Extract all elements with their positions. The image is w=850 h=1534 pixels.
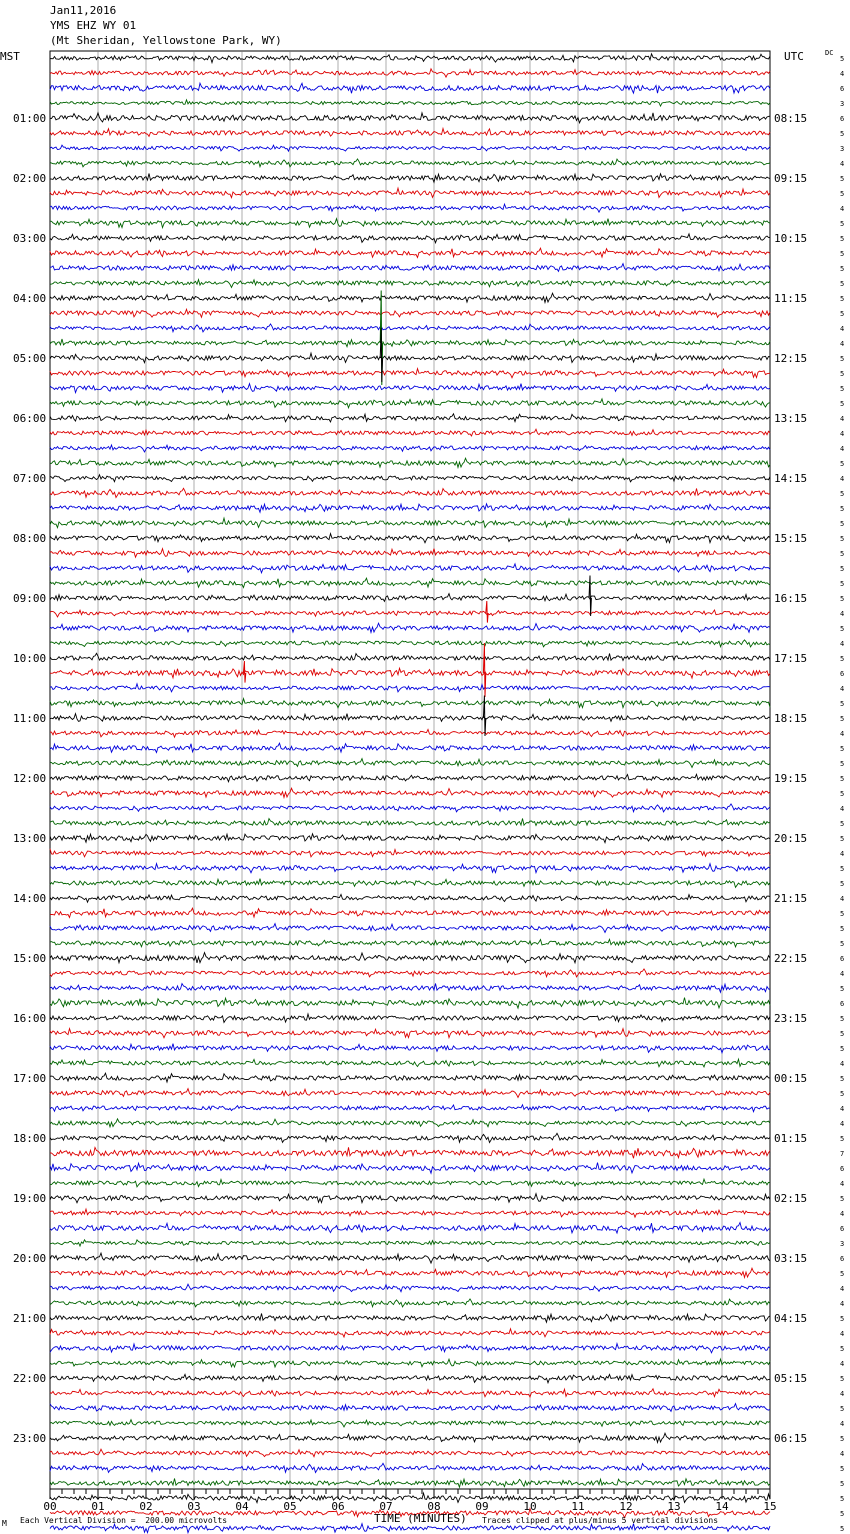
seismic-trace [50,324,770,332]
seismic-trace [50,668,770,678]
seismic-trace [50,1313,770,1322]
dc-offset-value: 4 [840,1300,845,1308]
seismic-trace [50,234,770,243]
dc-offset-value: 4 [840,1450,845,1458]
seismic-trace [50,804,770,812]
seismic-trace [50,908,770,917]
dc-offset-value: 4 [840,415,845,423]
record-date: Jan11,2016 [50,4,117,17]
x-tick-label: 10 [523,1500,537,1513]
right-hour-label: 15:15 [774,532,808,545]
x-axis-title: TIME (MINUTES) [374,1512,467,1525]
seismic-trace [50,1478,770,1487]
dc-offset-value: 5 [840,700,845,708]
dc-offset-value: 4 [840,1180,845,1188]
dc-offset-value: 5 [840,235,845,243]
right-hour-label: 13:15 [774,412,808,425]
seismic-trace [50,264,770,272]
dc-offset-value: 5 [840,745,845,753]
dc-offset-value: 5 [840,295,845,303]
dc-offset-value: 5 [840,1135,845,1143]
dc-offset-value: 6 [840,1255,845,1263]
right-hour-label: 10:15 [774,232,808,245]
dc-offset-value: 5 [840,760,845,768]
seismic-trace [50,640,770,647]
dc-offset-value: 5 [840,925,845,933]
dc-offset-value: 4 [840,1210,845,1218]
seismic-trace [50,564,770,573]
dc-label: DC [825,49,834,57]
dc-offset-value: 5 [840,1375,845,1383]
dc-offset-value: 5 [840,1075,845,1083]
seismic-trace [50,145,770,151]
dc-offset-value: 6 [840,85,845,93]
seismic-trace [50,684,770,692]
seismic-trace [50,1014,770,1022]
dc-offset-value: 5 [840,835,845,843]
seismic-trace [50,1119,770,1127]
x-tick-label: 15 [763,1500,777,1513]
seismic-trace [50,1105,770,1112]
dc-offset-value: 5 [840,1495,845,1503]
x-tick-label: 12 [619,1500,633,1513]
dc-offset-value: 5 [840,130,845,138]
seismic-trace [50,594,770,602]
seismic-event [486,601,488,623]
seismic-trace [50,1029,770,1038]
seismic-trace [50,69,770,77]
seismic-trace [50,518,770,527]
seismic-trace [50,1209,770,1217]
seismic-trace [50,339,770,347]
dc-offset-value: 4 [840,685,845,693]
dc-offset-value: 3 [840,100,845,108]
right-hour-label: 16:15 [774,592,808,605]
seismic-trace [50,1344,770,1353]
right-hour-label: 17:15 [774,652,808,665]
dc-offset-value: 5 [840,355,845,363]
dc-offset-value: 4 [840,850,845,858]
dc-offset-value: 5 [840,370,845,378]
x-tick-label: 05 [283,1500,297,1513]
dc-offset-value: 5 [840,505,845,513]
station-code: YMS EHZ WY 01 [50,19,137,32]
dc-offset-value: 5 [840,265,845,273]
seismic-trace [50,1059,770,1067]
x-tick-label: 11 [571,1500,585,1513]
dc-offset-value: 4 [840,1285,845,1293]
right-hour-label: 02:15 [774,1192,808,1205]
dc-offset-value: 5 [840,865,845,873]
seismic-trace [50,714,770,722]
dc-offset-value: 5 [840,580,845,588]
dc-offset-value: 5 [840,460,845,468]
dc-offset-value: 4 [840,160,845,168]
x-tick-label: 07 [379,1500,393,1513]
right-hour-label: 19:15 [774,772,808,785]
x-tick-label: 14 [715,1500,729,1513]
seismic-trace [50,864,770,873]
left-timezone-label: MST [0,50,20,63]
dc-offset-value: 5 [840,775,845,783]
dc-offset-value: 4 [840,340,845,348]
dc-offset-value: 4 [840,1390,845,1398]
dc-offset-value: 6 [840,115,845,123]
seismic-trace [50,924,770,933]
seismic-trace [50,1089,770,1098]
x-tick-label: 01 [91,1500,105,1513]
left-hour-label: 11:00 [13,712,47,725]
right-hour-label: 01:15 [774,1132,808,1145]
dc-offset-value: 5 [840,1465,845,1473]
x-tick-label: 03 [187,1500,201,1513]
dc-offset-value: 6 [840,955,845,963]
seismic-trace [50,414,770,422]
seismic-trace [50,1284,770,1292]
seismic-trace [50,458,770,467]
left-hour-label: 04:00 [13,292,47,305]
right-hour-label: 03:15 [774,1252,808,1265]
seismic-trace [50,1253,770,1263]
station-location: (Mt Sheridan, Yellowstone Park, WY) [50,34,282,47]
left-hour-label: 21:00 [13,1312,47,1325]
seismic-trace [50,353,770,362]
seismic-trace [50,818,770,825]
seismic-trace [50,504,770,512]
dc-offset-value: 5 [840,595,845,603]
seismic-trace [50,1268,770,1277]
dc-offset-value: 5 [840,520,845,528]
seismic-trace [50,173,770,182]
dc-offset-value: 5 [840,385,845,393]
seismic-trace [50,969,770,977]
seismic-trace [50,83,770,93]
left-hour-label: 02:00 [13,172,47,185]
dc-offset-value: 5 [840,790,845,798]
clip-note: Traces clipped at plus/minus 5 vertical divisions [482,1516,719,1525]
seismic-trace [50,1194,770,1203]
seismic-trace [50,280,770,288]
seismic-trace [50,699,770,708]
seismic-trace [50,1044,770,1053]
seismic-trace [50,1449,770,1457]
dc-offset-value: 5 [840,1015,845,1023]
dc-offset-value: 3 [840,145,845,153]
dc-offset-value: 5 [840,1435,845,1443]
right-hour-label: 12:15 [774,352,808,365]
dc-offset-value: 4 [840,1420,845,1428]
seismic-trace [50,743,770,752]
x-tick-label: 09 [475,1500,489,1513]
seismic-event [243,661,245,683]
dc-offset-value: 5 [840,550,845,558]
dc-offset-value: 5 [840,565,845,573]
left-hour-label: 22:00 [13,1372,47,1385]
dc-offset-value: 6 [840,670,845,678]
seismic-event [589,576,591,617]
dc-offset-value: 4 [840,430,845,438]
seismic-trace [50,129,770,137]
seismic-trace [50,429,770,436]
left-hour-label: 17:00 [13,1072,47,1085]
left-hour-label: 20:00 [13,1252,47,1265]
seismic-trace [50,1240,770,1246]
dc-offset-value: 5 [840,280,845,288]
dc-offset-value: 4 [840,70,845,78]
seismic-trace [50,1463,770,1472]
dc-offset-value: 4 [840,1120,845,1128]
seismic-trace [50,578,770,587]
seismic-trace [50,1163,770,1174]
dc-offset-value: 6 [840,1225,845,1233]
dc-offset-value: 5 [840,490,845,498]
dc-offset-value: 5 [840,310,845,318]
right-hour-label: 22:15 [774,952,808,965]
dc-offset-value: 5 [840,220,845,228]
seismic-trace [50,384,770,393]
scale-note: Each Vertical Division = 200.00 microvolts [20,1516,228,1525]
seismic-trace [50,293,770,302]
seismic-trace [50,610,770,617]
seismic-trace [50,369,770,378]
dc-offset-value: 5 [840,625,845,633]
right-hour-label: 14:15 [774,472,808,485]
seismic-trace [50,1179,770,1187]
seismic-trace [50,1073,770,1082]
seismic-trace [50,998,770,1009]
left-hour-label: 15:00 [13,952,47,965]
x-tick-label: 08 [427,1500,441,1513]
dc-offset-value: 4 [840,805,845,813]
dc-offset-value: 5 [840,1030,845,1038]
dc-offset-value: 5 [840,1090,845,1098]
right-hour-label: 05:15 [774,1372,808,1385]
seismic-trace [50,100,770,106]
seismic-trace [50,849,770,857]
dc-offset-value: 5 [840,655,845,663]
seismic-trace [50,939,770,947]
seismic-trace [50,1147,770,1158]
dc-offset-value: 4 [840,610,845,618]
seismic-trace [50,309,770,317]
seismic-trace [50,219,770,228]
seismic-trace [50,475,770,482]
right-timezone-label: UTC [784,50,804,63]
seismic-trace [50,534,770,543]
seismic-trace [50,623,770,632]
seismic-trace [50,1433,770,1442]
seismic-trace [50,1133,770,1142]
dc-offset-value: 6 [840,1000,845,1008]
x-tick-label: 13 [667,1500,681,1513]
left-hour-label: 16:00 [13,1012,47,1025]
seismic-trace [50,879,770,888]
left-hour-label: 19:00 [13,1192,47,1205]
dc-offset-value: 5 [840,1315,845,1323]
seismic-trace [50,248,770,257]
dc-offset-value: 5 [840,820,845,828]
left-hour-label: 01:00 [13,112,47,125]
dc-offset-value: 4 [840,445,845,453]
seismic-trace [50,54,770,63]
seismic-trace [50,1493,770,1502]
dc-offset-value: 4 [840,730,845,738]
dc-offset-value: 5 [840,1525,845,1533]
corner-mark: M [2,1519,7,1528]
dc-offset-value: 4 [840,1360,845,1368]
dc-offset-value: 5 [840,175,845,183]
dc-offset-value: 5 [840,55,845,63]
seismic-trace [50,1359,770,1367]
right-hour-label: 09:15 [774,172,808,185]
seismic-trace [50,159,770,167]
dc-offset-value: 5 [840,880,845,888]
left-hour-label: 03:00 [13,232,47,245]
dc-offset-value: 5 [840,400,845,408]
dc-offset-value: 5 [840,1405,845,1413]
left-hour-label: 10:00 [13,652,47,665]
seismic-trace [50,834,770,843]
dc-offset-value: 5 [840,1345,845,1353]
left-hour-label: 06:00 [13,412,47,425]
dc-offset-value: 5 [840,985,845,993]
dc-offset-value: 7 [840,1150,845,1158]
dc-offset-value: 5 [840,535,845,543]
dc-offset-value: 5 [840,910,845,918]
right-hour-label: 21:15 [774,892,808,905]
seismic-event [483,696,485,737]
seismic-trace [50,729,770,737]
seismic-trace [50,759,770,768]
right-hour-label: 18:15 [774,712,808,725]
seismic-trace [50,488,770,497]
seismic-trace [50,894,770,902]
dc-offset-value: 4 [840,205,845,213]
dc-offset-value: 4 [840,325,845,333]
right-hour-label: 06:15 [774,1432,808,1445]
right-hour-label: 08:15 [774,112,808,125]
seismic-trace [50,1374,770,1382]
right-hour-label: 20:15 [774,832,808,845]
left-hour-label: 05:00 [13,352,47,365]
seismic-trace [50,113,770,123]
seismic-trace [50,774,770,781]
dc-offset-value: 5 [840,1270,845,1278]
dc-offset-value: 5 [840,715,845,723]
left-hour-label: 12:00 [13,772,47,785]
dc-offset-value: 5 [840,1480,845,1488]
dc-offset-value: 4 [840,1105,845,1113]
dc-offset-value: 5 [840,1195,845,1203]
dc-offset-value: 4 [840,895,845,903]
left-hour-label: 14:00 [13,892,47,905]
seismic-trace [50,1329,770,1337]
seismic-trace [50,1404,770,1412]
x-tick-label: 06 [331,1500,345,1513]
x-tick-label: 04 [235,1500,249,1513]
seismic-trace [50,1223,770,1234]
x-tick-label: 02 [139,1500,153,1513]
left-hour-label: 09:00 [13,592,47,605]
left-hour-label: 07:00 [13,472,47,485]
dc-offset-value: 5 [840,1510,845,1518]
left-hour-label: 23:00 [13,1432,47,1445]
seismic-trace [50,204,770,212]
dc-offset-value: 4 [840,1060,845,1068]
seismic-trace [50,1299,770,1307]
dc-offset-value: 4 [840,475,845,483]
dc-offset-value: 4 [840,640,845,648]
right-hour-label: 00:15 [774,1072,808,1085]
dc-offset-value: 5 [840,940,845,948]
left-hour-label: 18:00 [13,1132,47,1145]
right-hour-label: 23:15 [774,1012,808,1025]
dc-offset-value: 4 [840,1330,845,1338]
seismic-trace [50,549,770,558]
seismic-trace [50,788,770,797]
dc-offset-value: 4 [840,970,845,978]
seismic-trace [50,1420,770,1427]
dc-offset-value: 3 [840,1240,845,1248]
dc-offset-value: 5 [840,1045,845,1053]
seismic-trace [50,953,770,963]
dc-offset-value: 6 [840,1165,845,1173]
seismic-trace [50,399,770,408]
seismic-trace [50,983,770,992]
left-hour-label: 13:00 [13,832,47,845]
seismic-trace [50,1389,770,1397]
seismic-trace [50,188,770,197]
dc-offset-value: 5 [840,190,845,198]
left-hour-label: 08:00 [13,532,47,545]
x-tick-label: 00 [43,1500,57,1513]
seismic-trace [50,653,770,660]
right-hour-label: 04:15 [774,1312,808,1325]
seismic-trace [50,445,770,452]
right-hour-label: 11:15 [774,292,808,305]
dc-offset-value: 5 [840,250,845,258]
